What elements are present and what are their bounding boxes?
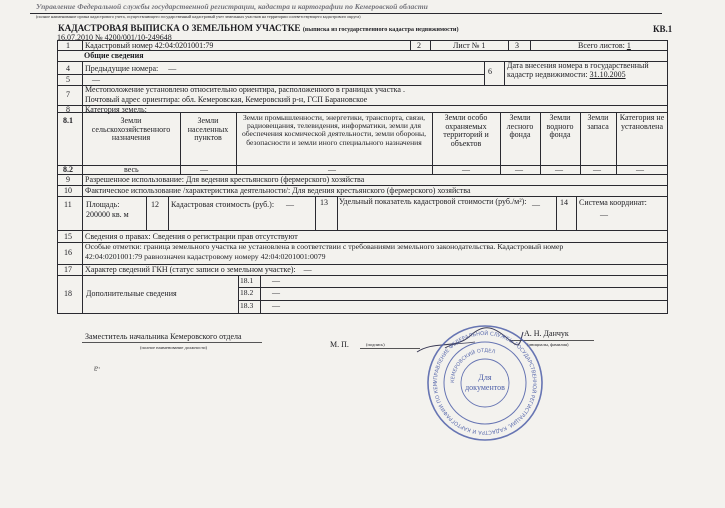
cadastral-number	[85, 42, 213, 50]
page-title	[58, 24, 459, 33]
registration-date	[507, 62, 665, 79]
val-not-set: —	[636, 165, 644, 174]
col-protected: Земли особо охраняемых территорий и объектов	[443, 113, 489, 148]
table-line	[576, 196, 577, 230]
val-protected: —	[462, 165, 470, 174]
record-status	[85, 266, 312, 274]
col-industry: Земли промышленности, энергетики, транспорта, связи, радиовещания, телевидения, информатики, земли для обеспечения космической деятельности, земли обороны, безопасности и земли иного специального назначения	[241, 113, 427, 147]
row-num: 18.2	[240, 288, 254, 297]
row-num: 8.1	[63, 116, 73, 125]
col-water: Земли водного фонда	[546, 113, 574, 140]
special-notes-line1: Особые отметки: граница земельного участка не установлена в соответствии с требованиями земельного законодательства. Кадастровый номер	[85, 242, 564, 251]
row-num: 12	[151, 200, 159, 209]
table-line	[57, 165, 668, 166]
signature-rule	[360, 348, 420, 349]
total-value: 1	[626, 41, 631, 50]
row-num: 7	[66, 90, 70, 99]
table-line	[238, 287, 668, 288]
table-line	[82, 174, 83, 313]
row-num: 18.1	[240, 276, 254, 285]
table-line	[260, 275, 261, 313]
row-num: 3	[515, 41, 519, 50]
row-num: 6	[488, 67, 492, 76]
date-number: 16.07.2010 № 4200/001/10-249648	[57, 33, 172, 42]
table-line	[57, 313, 668, 314]
table-line	[238, 275, 239, 313]
signer-name-note: (инициалы, фамилия)	[527, 342, 569, 347]
agency-note: (полное наименование органа кадастрового учета, осуществляющего государственный кадастровый учет земельных участков на территории соответствующего кадастрового округа)	[36, 14, 361, 19]
col-forest: Земли лесного фонда	[506, 113, 534, 140]
specific-value: —	[532, 200, 540, 209]
row-num: 2	[417, 41, 421, 50]
sheet-value: 1	[481, 41, 486, 50]
section-general: Общие сведения	[84, 51, 144, 60]
stamp-inner-text: КЕМЕРОВСКИЙ ОТДЕЛ	[449, 347, 496, 384]
table-line	[82, 40, 83, 50]
row-num: 13	[320, 198, 328, 207]
row-num: 8.2	[63, 165, 73, 174]
sheet-label: Лист №	[453, 41, 480, 50]
cadastral-number-label: Кадастровый номер	[85, 41, 153, 50]
table-line	[57, 275, 668, 276]
col-agricultural: Земли сельскохозяйственного назначения	[91, 116, 171, 143]
stamp-center-line2: документов	[465, 383, 505, 392]
val-industry: —	[328, 165, 336, 174]
col-reserve: Земли запаса	[587, 113, 609, 131]
table-line	[315, 196, 316, 230]
coordinate-system-value: —	[600, 210, 608, 219]
area-value: 200000 кв. м	[86, 210, 129, 219]
table-line	[430, 40, 431, 50]
row-num: 17	[64, 265, 72, 274]
col-settlements: Земли населенных пунктов	[187, 116, 229, 143]
col-not-set: Категория не установлена	[619, 113, 665, 131]
row-num: 8	[66, 105, 70, 114]
signer-position: Заместитель начальника Кемеровского отдела	[85, 332, 242, 341]
permitted-use: Разрешенное использование: Для ведения крестьянского (фермерского) хозяйства	[85, 175, 365, 184]
stamp-ring-text: УПРАВЛЕНИЕ ФЕДЕРАЛЬНОЙ СЛУЖБЫ ГОСУДАРСТВЕННОЙ РЕГИСТРАЦИИ, КАДАСТРА И КАРТОГРАФИИ ПО КЕМ	[432, 330, 538, 436]
area-label: Площадь:	[86, 200, 120, 209]
row-num: 15	[64, 232, 72, 241]
total-sheets	[578, 42, 631, 50]
location-line2: Почтовый адрес ориентира: обл. Кемеровская, Кемеровский р-н, ГСП Барановское	[85, 95, 368, 104]
record-status-label: Характер сведений ГКН (статус записи о земельном участке):	[85, 265, 296, 274]
row-num: 18	[64, 289, 72, 298]
special-notes-line2: 42:04:0201001:79 равнозначен кадастровому номеру 42:04:0201001:0079	[85, 252, 326, 261]
specific-value-label: Удельный показатель кадастровой стоимости (руб./м²):	[339, 197, 527, 206]
table-line	[146, 196, 147, 230]
mp-label: М. П.	[330, 340, 349, 349]
val-settlements: —	[200, 165, 208, 174]
table-line	[530, 40, 531, 50]
table-line	[484, 61, 485, 85]
row-num: 10	[64, 186, 72, 195]
row-num: 1	[66, 41, 70, 50]
table-line	[410, 40, 411, 50]
title-text: КАДАСТРОВАЯ ВЫПИСКА О ЗЕМЕЛЬНОМ УЧАСТКЕ	[58, 23, 301, 33]
table-line	[508, 40, 509, 50]
previous-numbers-value: —	[168, 64, 177, 73]
row-num: 18.3	[240, 301, 254, 310]
additional-value: —	[272, 301, 280, 310]
table-border-right	[667, 40, 668, 313]
table-line	[238, 300, 668, 301]
signer-position-note: (полное наименование должности)	[140, 345, 207, 350]
table-line	[504, 61, 505, 85]
form-code: КВ.1	[653, 24, 673, 34]
table-line	[57, 105, 668, 106]
table-line	[556, 196, 557, 230]
row5-value: —	[92, 75, 100, 84]
val-forest: —	[515, 165, 523, 174]
registration-date-value: 31.10.2005	[589, 69, 626, 79]
rights-info: Сведения о правах: Сведения о регистрации прав отсутствуют	[85, 232, 298, 241]
row-num: 5	[66, 75, 70, 84]
previous-numbers	[85, 65, 176, 73]
table-line	[57, 74, 485, 75]
table-line	[57, 230, 668, 231]
location-line1: Местоположение установлено относительно ориентира, расположенного в границах участка .	[85, 85, 405, 94]
stamp-center-line1: Для	[478, 373, 492, 382]
row-num: 4	[66, 64, 70, 73]
table-border-left	[57, 40, 58, 313]
title-note: (выписка из государственного кадастра недвижимости)	[302, 26, 459, 33]
official-stamp	[425, 323, 545, 443]
cadastral-number-value: 42:04:0201001:79	[154, 41, 214, 50]
val-water: —	[555, 165, 563, 174]
table-line	[168, 196, 169, 230]
val-agricultural: весь	[124, 165, 139, 174]
additional-value: —	[272, 288, 280, 297]
coordinate-system-label: Система координат:	[579, 198, 647, 207]
table-line	[57, 50, 668, 51]
row-num: 11	[64, 200, 72, 209]
additional-value: —	[272, 276, 280, 285]
mp-note: (подпись)	[366, 342, 385, 347]
handwritten-mark: ɐ·	[94, 363, 101, 373]
previous-numbers-label: Предыдущие номера:	[85, 64, 159, 73]
row-num: 9	[66, 175, 70, 184]
actual-use: Фактическое использование /характеристика деятельности/: Для ведения крестьянского (фермерского) хозяйства	[85, 186, 471, 195]
val-reserve: —	[593, 165, 601, 174]
total-label: Всего листов:	[578, 41, 625, 50]
table-line	[337, 196, 338, 230]
signer-name: А. Н. Данчук	[524, 329, 569, 338]
agency-top-line: Управление Федеральной службы государственной регистрации, кадастра и картографии по Кемеровской области	[36, 2, 428, 11]
registration-date-label: Дата внесения номера в государственный кадастр недвижимости:	[507, 61, 649, 79]
sheet-number	[453, 42, 485, 50]
row-num: 16	[64, 248, 72, 257]
additional-info-label: Дополнительные сведения	[86, 289, 177, 298]
cadastral-value-label: Кадастровая стоимость (руб.):	[171, 200, 275, 209]
cadastral-value: —	[286, 200, 294, 209]
row-num: 14	[560, 198, 568, 207]
signature-rule	[82, 342, 262, 343]
record-status-value: —	[303, 265, 312, 274]
land-category-label: Категория земель:	[85, 105, 147, 114]
